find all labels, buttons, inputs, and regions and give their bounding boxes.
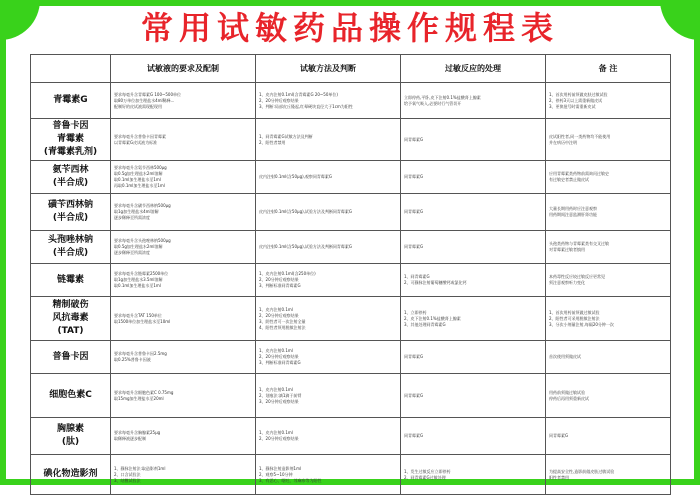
note-line: 对青霉素过敏者慎用 [549,247,585,252]
prep-line: 要求每毫升含青霉素G 100~500单位 [114,91,181,97]
table-row [31,161,671,194]
drug-name-cell [31,418,111,455]
method-cell [256,297,401,341]
method-cell [256,231,401,264]
prep-line: 取0.5g加生理盐水2ml溶解 [114,244,163,249]
table-row [31,264,671,297]
reaction-line: 立即停药,平卧,皮下注射0.1%盐酸肾上腺素 [404,94,481,100]
prep-line: 1、静脉注射法:取造影剂1ml [114,465,166,471]
drug-name-line: 链霉素 [56,274,84,285]
drug-name-cell [31,119,111,161]
method-line: 皮内注射0.1ml(含50μg),试验方法及判断同青霉素G [259,244,353,249]
method-line: 2、20分钟后观察结果 [259,312,299,318]
method-line: 皮内注射0.1ml(含50μg),观察同青霉素G [259,174,333,179]
prep-cell [111,231,256,264]
drug-name-cell [31,455,111,495]
reaction-line: 1、同青霉素G [404,274,430,279]
method-cell [256,264,401,297]
prep-line: 要求每毫升含磺苄西林钠500μg [114,203,171,208]
note-line: 有过敏史者禁止做皮试 [549,177,589,182]
reaction-line: 3、其他处理同青霉素G [404,321,446,327]
note-cell [546,161,671,194]
table-row [31,455,671,495]
drug-name-cell [31,194,111,231]
method-cell [256,374,401,418]
prep-line: 以青霉素G皮试液为标准 [114,139,158,145]
note-line: 须注意观察听力变化 [549,280,585,285]
method-line: 3、阴性者可一次注射全量 [259,318,306,324]
reaction-cell [401,297,546,341]
note-line: 3、分次小剂量注射,每隔20分钟一次 [549,321,614,327]
method-line: 3、判断:局部皮丘隆起,红晕硬块直径大于1cm为阳性 [259,103,353,109]
reaction-cell [401,418,546,455]
prep-cell [111,341,256,374]
prep-line: 取1500单位加生理盐水至10ml [114,318,171,324]
table-body [31,83,671,495]
note-line: 2、阳性者可采用脱敏注射法 [549,315,600,321]
table-row [31,374,671,418]
method-line: 1、皮内注射0.1ml(含250单位) [259,271,316,276]
prep-line: 要求每毫升含链霉素2500单位 [114,271,169,276]
prep-cell [111,297,256,341]
prep-cell [111,455,256,495]
prep-line: 2、口含试验法 [114,471,141,477]
note-line: 头孢类药物与青霉素类有交叉过敏 [549,241,609,246]
prep-cell [111,194,256,231]
note-cell [546,455,671,495]
note-cell [546,264,671,297]
note-line: 本药毒性反应较过敏反应更常见 [549,274,605,279]
table-row [31,341,671,374]
reaction-cell [401,119,546,161]
drug-name-line: 头孢唑林钠 [47,235,93,245]
drug-name-line: 磺苄西林钠 [47,200,93,210]
method-line: 2、20分钟后观察结果 [259,436,299,441]
prep-line: 配制好的皮试液需现配现用 [114,103,162,109]
note-cell [546,194,671,231]
prep-line: 取0.25%普鲁卡因液 [114,357,151,362]
note-cell [546,341,671,374]
method-line: 2、20分钟后观察结果 [259,97,299,103]
note-line: 1、首次用药前须做皮肤过敏试验 [549,91,608,97]
drug-name-line: 精制破伤 [52,300,89,310]
note-line: 应用青霉素类药物前需询问过敏史 [549,171,609,176]
header-note: 备 注 [546,55,671,83]
drug-name-cell [31,231,111,264]
method-cell [256,418,401,455]
drug-name-cell [31,83,111,119]
reaction-line: 给予氧气吸入,必要时行气管切开 [404,100,462,106]
prep-line: 逐步稀释至所需浓度 [114,250,150,255]
method-line: 皮内注射0.1ml(含50μg),试验方法及判断同青霉素G [259,209,353,214]
note-cell [546,418,671,455]
prep-line: 取0.5g加生理盐水2ml溶解 [114,171,163,176]
prep-line: 3、结膜试验法 [114,477,141,483]
note-line: 用药前须做过敏试验 [549,389,585,395]
note-cell [546,231,671,264]
prep-line: 要求每毫升含普鲁卡因2.5mg [114,351,167,356]
table-row [31,119,671,161]
drug-name-line: 普鲁卡因 [52,351,89,362]
note-line: 皮试阳性者,同一类药物均不能使用 [549,133,611,139]
drug-name-line: 青霉素 [56,134,84,144]
drug-name-line: (TAT) [57,326,84,336]
note-cell [546,297,671,341]
table-row [31,418,671,455]
reaction-cell [401,194,546,231]
drug-name-line: (肽) [61,437,80,447]
method-line: 2、观察5~10分钟 [259,471,293,477]
method-line: 1、皮内注射0.1ml(含青霉素G 20~50单位) [259,91,338,97]
method-line: 2、阳性者禁用 [259,139,286,145]
table-row [31,297,671,341]
procedure-table [30,54,671,495]
drug-name-line: 胸腺素 [56,424,84,434]
method-cell [256,194,401,231]
prep-line: 取0.1ml加生理盐水至1ml [114,283,161,288]
table-row [31,194,671,231]
drug-name-line: 细胞色素C [49,390,92,400]
header-drug [31,55,111,83]
prep-cell [111,119,256,161]
reaction-cell [401,374,546,418]
drug-name-line: (青霉素乳剂) [43,147,98,157]
prep-cell [111,83,256,119]
header-reaction: 过敏反应的处理 [401,55,546,83]
method-cell [256,161,401,194]
reaction-line: 2、皮下注射0.1%盐酸肾上腺素 [404,315,461,321]
prep-line: 要求每毫升含普鲁卡因青霉素 [114,133,166,139]
drug-name-line: 风抗毒素 [52,313,89,323]
note-line: 2、停药3天以上需重新做皮试 [549,97,603,103]
reaction-cell [401,231,546,264]
method-line: 4、阳性者须用脱敏注射法 [259,324,306,330]
prep-line: 取0.1ml加生理盐水至1ml [114,177,161,182]
drug-name-cell [31,297,111,341]
method-cell [256,455,401,495]
reaction-line: 同青霉素G [404,136,424,142]
note-line: 停药后再用须重新皮试 [549,395,589,401]
note-line: 同青霉素G [549,433,569,438]
method-line: 2、划痕法:滴1滴于前臂 [259,392,302,398]
drug-name-cell [31,161,111,194]
note-cell [546,374,671,418]
method-line: 2、20分钟后观察结果 [259,354,299,359]
prep-line: 要求每毫升含氨苄西林500μg [114,165,167,170]
header-preparation: 试敏液的要求及配制 [111,55,256,83]
reaction-line: 同青霉素G [404,354,424,359]
prep-line: 要求每毫升含细胞色素C 0.75mg [114,389,174,395]
note-cell [546,83,671,119]
drug-name-cell [31,264,111,297]
header-method: 试敏方法及判断 [256,55,401,83]
method-line: 1、同青霉素G试敏方法及判断 [259,133,313,139]
reaction-cell [401,341,546,374]
prep-line: 要求每毫升含胸腺素25μg [114,430,161,435]
method-line: 2、20分钟后观察结果 [259,277,299,282]
prep-line: 取稀释液逐步配制 [114,436,146,441]
prep-line: 取80万单位加生理盐水4ml稀释... [114,97,175,103]
method-line: 3、判断标准同青霉素G [259,283,301,288]
header-row [31,55,671,83]
prep-line: 再取0.1ml加生理盐水至1ml [114,183,165,188]
prep-line: 要求每毫升含头孢唑林钠500μg [114,238,171,243]
method-line: 1、皮内注射0.1ml [259,348,293,353]
method-cell [256,119,401,161]
method-line: 1、皮内注射0.1ml [259,386,293,392]
reaction-line: 同青霉素G [404,209,424,214]
method-line: 1、静脉注射造影剂1ml [259,465,302,471]
note-cell [546,119,671,161]
method-line: 3、判断标准同青霉素G [259,360,301,365]
note-line: 阳性者禁用 [549,474,569,480]
reaction-line: 1、立即停药 [404,309,427,315]
reaction-cell [401,161,546,194]
drug-name-line: (半合成) [52,178,89,188]
method-cell [256,341,401,374]
method-line: 3、有恶心、呕吐、荨麻疹等为阳性 [259,477,322,483]
note-line: 3、更换批号时需重新皮试 [549,103,596,109]
reaction-line: 同青霉素G [404,174,424,179]
method-cell [256,83,401,119]
drug-name-line: 青霉素G [53,95,88,105]
drug-name-cell [31,374,111,418]
prep-cell [111,374,256,418]
reaction-line: 2、可静脉注射葡萄糖酸钙或氯化钙 [404,280,467,285]
table-row [31,83,671,119]
prep-line: 取1g加生理盐水3.5ml溶解 [114,277,163,282]
reaction-line: 1、发生过敏反应立即停药 [404,468,451,474]
reaction-line: 2、同青霉素G过敏处理 [404,474,446,480]
note-line: 为提高安全性,造影前做皮肤过敏试验 [549,468,615,474]
prep-cell [111,418,256,455]
drug-name-line: 碘化物造影剂 [43,469,98,479]
note-line: 并在病历中注明 [549,139,577,145]
drug-name-cell [31,341,111,374]
note-line: 1、首次用药前须做过敏试验 [549,309,600,315]
note-line: 大量长期用药时应注意观察 [549,206,597,211]
reaction-line: 同青霉素G [404,433,424,438]
drug-name-line: (半合成) [52,213,89,223]
method-line: 1、皮内注射0.1ml [259,306,293,312]
method-line: 1、皮内注射0.1ml [259,430,293,435]
prep-cell [111,161,256,194]
note-line: 首次使用须做皮试 [549,354,581,359]
reaction-cell [401,264,546,297]
page-title: 常用试敏药品操作规程表 [140,9,559,47]
drug-name-line: 氨苄西林 [52,165,89,175]
prep-line: 要求每毫升含TAT 150单位 [114,312,162,318]
reaction-cell [401,455,546,495]
note-line: 用药期间注意监测肝肾功能 [549,212,597,217]
reaction-cell [401,83,546,119]
drug-name-line: (半合成) [52,248,89,258]
prep-line: 逐步稀释至所需浓度 [114,215,150,220]
prep-cell [111,264,256,297]
method-line: 3、20分钟后观察结果 [259,398,299,404]
prep-line: 取15mg加生理盐水至20ml [114,395,164,401]
reaction-line: 同青霉素G [404,392,424,398]
drug-name-line: 普鲁卡因 [52,121,89,131]
reaction-line: 同青霉素G [404,244,424,249]
prep-line: 取1g加生理盐水4ml溶解 [114,209,159,214]
table-row [31,231,671,264]
